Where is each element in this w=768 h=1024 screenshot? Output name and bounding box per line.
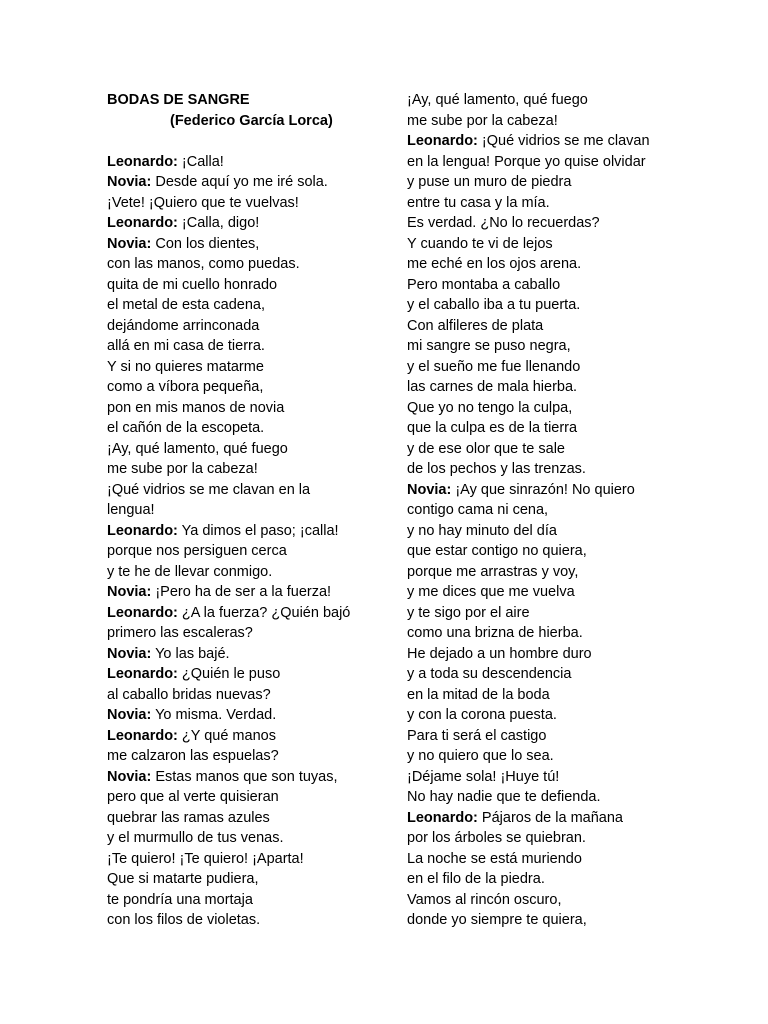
verse-text: lengua!: [107, 502, 155, 518]
verse-line: [107, 603, 397, 624]
verse-text: No hay nadie que te defienda.: [407, 789, 601, 805]
verse-line: [407, 582, 707, 603]
verse-line: [107, 869, 397, 890]
verse-text: que estar contigo no quiera,: [407, 543, 587, 559]
verse-line: [407, 767, 707, 788]
verse-text: y te he de llevar conmigo.: [107, 563, 273, 580]
verse-text: ¿Y qué manos: [177, 727, 276, 744]
verse-text: ¡Pero ha de ser a la fuerza!: [151, 584, 332, 600]
verse-line: [107, 890, 397, 911]
verse-text: y me dices que me vuelva: [407, 584, 575, 600]
verse-text: pero que al verte quisieran: [107, 789, 279, 805]
verse-text: Desde aquí yo me iré sola.: [151, 174, 328, 190]
verse-text: porque me arrastras y voy,: [407, 563, 579, 580]
verse-text: me sube por la cabeza!: [407, 112, 558, 129]
speaker-name: Novia:: [107, 584, 152, 600]
verse-line: [107, 357, 397, 378]
verse-line: [407, 193, 707, 214]
verse-line: [407, 295, 707, 316]
verse-line: [407, 131, 707, 152]
speaker-name: Leonardo:: [107, 522, 178, 539]
speaker-name: Novia:: [107, 235, 152, 252]
verse-line: [107, 562, 397, 583]
verse-text: ¡Déjame sola! ¡Huye tú!: [407, 768, 560, 785]
verse-line: [407, 664, 707, 685]
speaker-name: Leonardo:: [107, 666, 178, 682]
verse-text: el cañón de la escopeta.: [107, 420, 265, 436]
verse-text: ¡Qué vidrios se me clavan: [477, 133, 650, 149]
verse-text: pon en mis manos de novia: [107, 399, 285, 416]
verse-line: [407, 418, 707, 439]
verse-line: [107, 459, 397, 480]
verse-text: Vamos al rincón oscuro,: [407, 891, 562, 908]
verse-text: Estas manos que son tuyas,: [151, 768, 338, 785]
verse-text: Ya dimos el paso; ¡calla!: [177, 522, 339, 539]
speaker-name: Leonardo:: [107, 215, 178, 231]
verse-text: y no quiero que lo sea.: [407, 748, 554, 764]
verse-line: [407, 398, 707, 419]
verse-line: [407, 357, 707, 378]
verse-line: [107, 664, 397, 685]
verse-text: en la lengua! Porque yo quise olvidar: [407, 153, 646, 170]
verse-text: me calzaron las espuelas?: [107, 748, 279, 764]
verse-text: te pondría una mortaja: [107, 891, 253, 908]
verse-line: [107, 521, 397, 542]
verse-text: y el caballo iba a tu puerta.: [407, 297, 581, 313]
verse-line: [407, 500, 707, 521]
right-column: [407, 90, 707, 931]
verse-text: con los filos de violetas.: [107, 912, 261, 928]
left-verse-lines: [107, 152, 397, 931]
verse-line: [107, 828, 397, 849]
verse-line: [407, 644, 707, 665]
verse-text: Pájaros de la mañana: [477, 809, 623, 826]
verse-text: ¡Qué vidrios se me clavan en la: [107, 481, 311, 498]
verse-line: [407, 152, 707, 173]
verse-text: con las manos, como puedas.: [107, 256, 300, 272]
verse-line: [407, 459, 707, 480]
verse-text: Con alfileres de plata: [407, 317, 544, 334]
verse-text: donde yo siempre te quiera,: [407, 912, 587, 928]
verse-text: Para ti será el castigo: [407, 727, 547, 744]
verse-line: [107, 377, 397, 398]
verse-line: [107, 500, 397, 521]
verse-text: Es verdad. ¿No lo recuerdas?: [407, 215, 600, 231]
verse-text: y puse un muro de piedra: [407, 174, 572, 190]
verse-text: y el murmullo de tus venas.: [107, 830, 284, 846]
right-verse-lines: [407, 90, 707, 931]
verse-line: [407, 275, 707, 296]
verse-line: [107, 398, 397, 419]
verse-text: y a toda su descendencia: [407, 666, 572, 682]
verse-line: [107, 152, 397, 173]
verse-line: [107, 172, 397, 193]
verse-text: La noche se está muriendo: [407, 850, 582, 867]
verse-text: ¡Calla!: [177, 153, 224, 170]
verse-line: [107, 254, 397, 275]
verse-line: [407, 562, 707, 583]
verse-text: primero las escaleras?: [107, 625, 253, 641]
document-title: BODAS DE SANGRE: [107, 92, 250, 108]
verse-text: ¿A la fuerza? ¿Quién bajó: [177, 604, 351, 621]
verse-text: el metal de esta cadena,: [107, 297, 265, 313]
verse-text: al caballo bridas nuevas?: [107, 686, 271, 703]
verse-text: y de ese olor que te sale: [407, 440, 565, 457]
verse-line: [407, 336, 707, 357]
verse-text: de los pechos y las trenzas.: [407, 461, 586, 477]
verse-text: y no hay minuto del día: [407, 522, 557, 539]
verse-text: He dejado a un hombre duro: [407, 645, 592, 662]
verse-line: [407, 541, 707, 562]
verse-line: [107, 746, 397, 767]
title-spacer: [107, 131, 397, 152]
verse-line: [407, 111, 707, 132]
verse-text: ¡Calla, digo!: [177, 215, 260, 231]
verse-line: [407, 910, 707, 931]
verse-text: por los árboles se quiebran.: [407, 830, 586, 846]
speaker-name: Novia:: [407, 481, 452, 498]
verse-text: dejándome arrinconada: [107, 317, 260, 334]
verse-line: [107, 787, 397, 808]
verse-line: [407, 172, 707, 193]
verse-line: [407, 808, 707, 829]
verse-line: [107, 275, 397, 296]
verse-line: [407, 213, 707, 234]
verse-line: [107, 726, 397, 747]
verse-text: entre tu casa y la mía.: [407, 194, 550, 211]
verse-text: como a víbora pequeña,: [107, 379, 264, 395]
verse-text: en la mitad de la boda: [407, 686, 550, 703]
verse-line: [407, 316, 707, 337]
verse-text: allá en mi casa de tierra.: [107, 338, 265, 354]
verse-line: [407, 828, 707, 849]
speaker-name: Leonardo:: [407, 133, 478, 149]
verse-line: [107, 582, 397, 603]
verse-text: Que si matarte pudiera,: [107, 871, 259, 887]
verse-text: como una brizna de hierba.: [407, 625, 583, 641]
speaker-name: Leonardo:: [107, 604, 178, 621]
left-column: [107, 90, 397, 931]
speaker-name: Novia:: [107, 768, 152, 785]
verse-text: Y si no quieres matarme: [107, 358, 264, 375]
speaker-name: Novia:: [107, 174, 152, 190]
verse-text: en el filo de la piedra.: [407, 871, 545, 887]
speaker-name: Leonardo:: [107, 727, 178, 744]
verse-text: Pero montaba a caballo: [407, 276, 561, 293]
verse-text: ¡Vete! ¡Quiero que te vuelvas!: [107, 194, 299, 211]
verse-line: [107, 336, 397, 357]
verse-line: [107, 295, 397, 316]
verse-line: [407, 726, 707, 747]
verse-text: Con los dientes,: [151, 235, 260, 252]
verse-line: [107, 685, 397, 706]
verse-line: [107, 910, 397, 931]
verse-line: [107, 644, 397, 665]
verse-line: [407, 377, 707, 398]
verse-text: Y cuando te vi de lejos: [407, 235, 553, 252]
verse-line: [107, 439, 397, 460]
verse-text: contigo cama ni cena,: [407, 502, 549, 518]
verse-line: [407, 623, 707, 644]
verse-text: las carnes de mala hierba.: [407, 379, 578, 395]
verse-line: [407, 685, 707, 706]
verse-line: [407, 521, 707, 542]
verse-line: [407, 480, 707, 501]
verse-text: ¿Quién le puso: [177, 666, 281, 682]
verse-text: ¡Ay, qué lamento, qué fuego: [107, 440, 288, 457]
verse-text: y con la corona puesta.: [407, 707, 557, 723]
verse-line: [407, 869, 707, 890]
verse-line: [107, 316, 397, 337]
verse-line: [107, 808, 397, 829]
verse-line: [107, 480, 397, 501]
verse-text: me sube por la cabeza!: [107, 461, 258, 477]
verse-line: [407, 254, 707, 275]
verse-text: quebrar las ramas azules: [107, 809, 270, 826]
verse-text: ¡Te quiero! ¡Te quiero! ¡Aparta!: [107, 850, 304, 867]
verse-line: [407, 705, 707, 726]
verse-text: mi sangre se puso negra,: [407, 338, 571, 354]
verse-line: [107, 234, 397, 255]
verse-text: y el sueño me fue llenando: [407, 358, 581, 375]
speaker-name: Leonardo:: [407, 809, 478, 826]
verse-line: [407, 849, 707, 870]
speaker-name: Leonardo:: [107, 153, 178, 170]
verse-line: [407, 439, 707, 460]
verse-line: [107, 213, 397, 234]
verse-text: Yo las bajé.: [151, 645, 230, 662]
verse-line: [107, 849, 397, 870]
verse-text: que la culpa es de la tierra: [407, 420, 578, 436]
speaker-name: Novia:: [107, 645, 152, 662]
verse-line: [107, 541, 397, 562]
verse-text: y te sigo por el aire: [407, 604, 530, 621]
verse-line: [107, 193, 397, 214]
verse-line: [407, 787, 707, 808]
verse-line: [107, 623, 397, 644]
verse-line: [407, 603, 707, 624]
verse-line: [407, 234, 707, 255]
verse-line: [107, 767, 397, 788]
document-subtitle: (Federico García Lorca): [170, 112, 333, 129]
verse-line: [407, 90, 707, 111]
verse-text: Que yo no tengo la culpa,: [407, 399, 573, 416]
verse-line: [407, 746, 707, 767]
verse-line: [107, 705, 397, 726]
verse-line: [407, 890, 707, 911]
verse-text: ¡Ay, qué lamento, qué fuego: [407, 92, 588, 108]
speaker-name: Novia:: [107, 707, 152, 723]
verse-line: [107, 418, 397, 439]
verse-text: me eché en los ojos arena.: [407, 256, 582, 272]
verse-text: quita de mi cuello honrado: [107, 276, 278, 293]
verse-text: Yo misma. Verdad.: [151, 707, 277, 723]
verse-text: porque nos persiguen cerca: [107, 543, 287, 559]
verse-text: ¡Ay que sinrazón! No quiero: [451, 481, 635, 498]
